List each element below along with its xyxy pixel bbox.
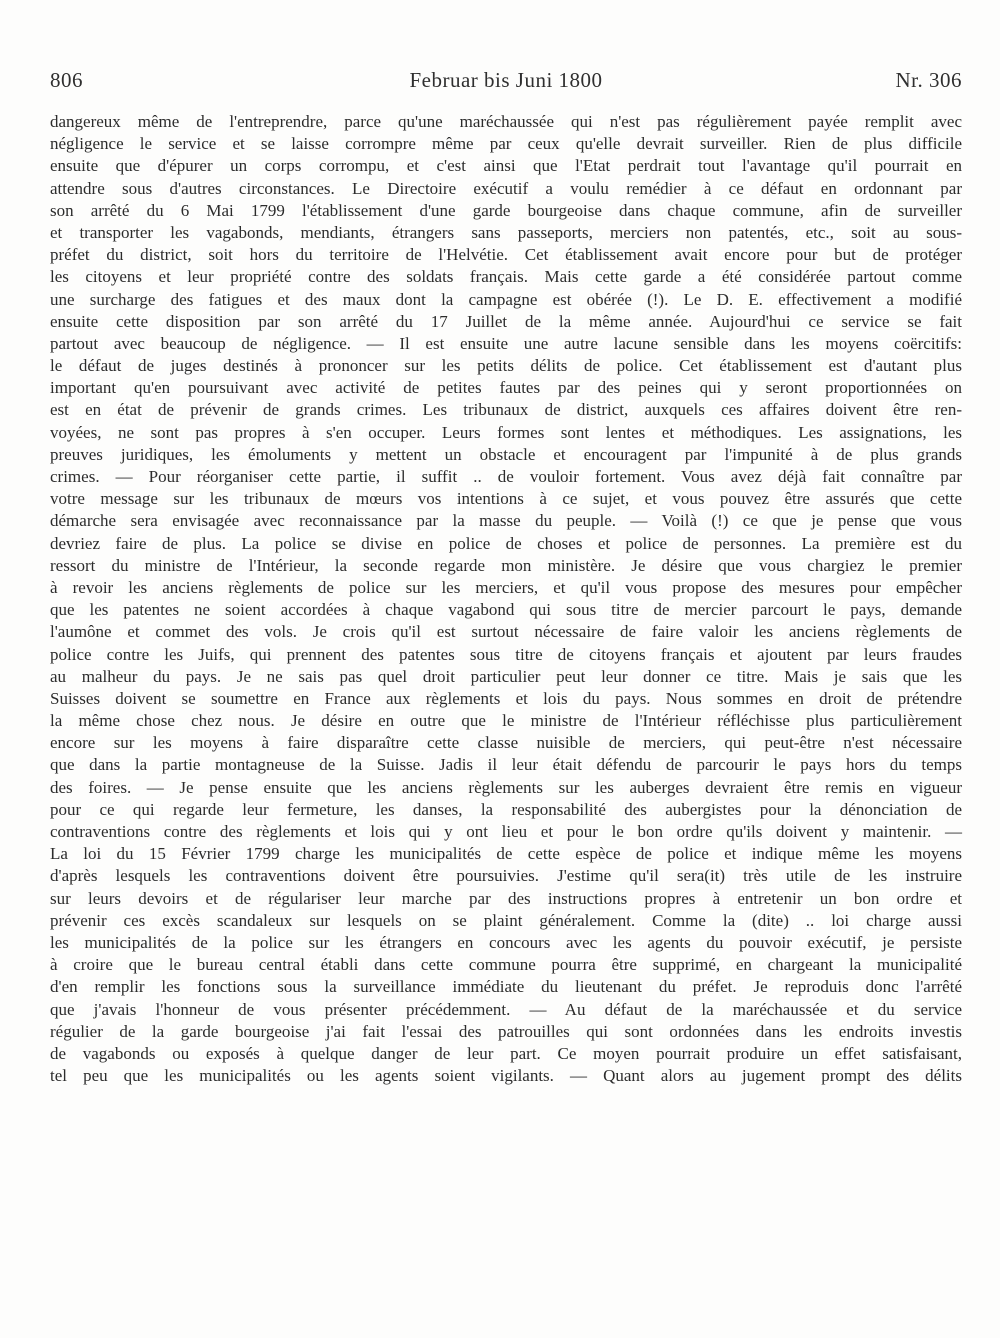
- text-line: la même chose chez nous. Je désire en outre que le ministre de l'Intérieur réfléchisse plus particulièrement: [50, 711, 962, 731]
- text-line: pour ce qui regarde leur fermeture, les danses, la responsabilité des aubergistes pour la dénonciation de: [50, 799, 962, 819]
- text-line: régulier de la garde bourgeoise j'ai fait l'essai des patrouilles qui sont ordonnées dans les endroits investis: [50, 1021, 962, 1041]
- text-line: de vagabonds ou exposés à quelque danger de leur part. Ce moyen pourrait produire un effet satisfaisant,: [50, 1043, 962, 1063]
- body-text: [50, 111, 962, 1087]
- text-line: à croire que le bureau central établi dans cette commune pourra être supprimé, en chargeant la municipalité: [50, 955, 962, 975]
- text-line: d'en remplir les fonctions sous la surveillance immédiate du lieutenant du préfet. Je reproduis donc l'arrêté: [50, 977, 962, 997]
- text-line: police contre les Juifs, qui prennent des patentes sous titre de citoyens français et ajoutent par leurs fraudes: [50, 644, 962, 664]
- text-line: ensuite que d'épurer un corps corrompu, et c'est ainsi que l'Etat perdrait tout l'avantage qu'il pourrait en: [50, 156, 962, 176]
- text-line: et transporter les vagabonds, mendiants, étrangers sans passeports, merciers non patentés, etc., soit au sous-: [50, 222, 962, 242]
- page-number: 806: [50, 68, 83, 92]
- text-line: d'après lesquels les contraventions doivent être poursuivies. J'estime qu'il sera(it) très utile de les instruire: [50, 866, 962, 886]
- text-line: est en état de prévenir de grands crimes. Les tribunaux de district, auxquels ces affaires doivent être ren-: [50, 400, 962, 420]
- text-line: les citoyens et leur propriété contre des soldats français. Mais cette garde a été considérée partout comme: [50, 267, 962, 287]
- text-line: que les patentes ne soient accordées à chaque vagabond qui sous titre de mercier parcourt le pays, demande: [50, 600, 962, 620]
- text-line: sur leurs devoirs et de régulariser leur marche par des instructions propres à entretenir un bon ordre et: [50, 888, 962, 908]
- text-line: négligence le service et se laisse corrompre même par ceux qu'elle devrait surveiller. Rien de plus difficile: [50, 134, 962, 154]
- text-line: que j'avais l'honneur de vous présenter précédemment. — Au défaut de la maréchaussée et du service: [50, 999, 962, 1019]
- text-line: les municipalités de la police sur les étrangers en concours avec les agents du pouvoir exécutif, je persiste: [50, 932, 962, 952]
- text-line: démarche sera envisagée avec reconnaissance par la masse du peuple. — Voilà (!) ce que je pense que vous: [50, 511, 962, 531]
- text-line: partout avec beaucoup de négligence. — Il est ensuite une autre lacune sensible dans les moyens coërcitifs:: [50, 333, 962, 353]
- text-line: Suisses doivent se soumettre en France aux règlements et lois du pays. Nous sommes en droit de prétendre: [50, 688, 962, 708]
- text-line: préfet du district, soit hors du territoire de l'Helvétie. Cet établissement avait encore pour but de protéger: [50, 245, 962, 265]
- text-line: ensuite cette disposition par son arrêté du 17 Juillet de la même année. Aujourd'hui ce service se fait: [50, 311, 962, 331]
- text-line: tel peu que les municipalités ou les agents soient vigilants. — Quant alors au jugement prompt des délits: [50, 1066, 962, 1086]
- text-line: voyées, ne sont pas propres à s'en occuper. Leurs formes sont lentes et méthodiques. Les assignations, les: [50, 422, 962, 442]
- text-line: important qu'en poursuivant avec activité de petites fautes par des peines qui y seront proportionnées on: [50, 378, 962, 398]
- text-line: l'aumône et commet des vols. Je crois qu'il est surtout nécessaire de faire valoir les anciens règlements de: [50, 622, 962, 642]
- document-number: Nr. 306: [895, 68, 962, 92]
- text-line: preuves juridiques, les émoluments y mettent un obstacle et encouragent par l'impunité à de plus grands: [50, 444, 962, 464]
- text-line: attendre sous d'autres circonstances. Le Directoire exécutif a voulu remédier à ce défaut en ordonnant par: [50, 178, 962, 198]
- text-line: que dans la partie montagneuse de la Suisse. Jadis il leur était défendu de parcourir le pays hors du temps: [50, 755, 962, 775]
- running-title: Februar bis Juni 1800: [409, 68, 603, 92]
- text-line: encore sur les moyens à faire disparaître cette classe nuisible de merciers, qui peut-être n'est nécessaire: [50, 733, 962, 753]
- text-line: son arrêté du 6 Mai 1799 l'établissement d'une garde bourgeoise dans chaque commune, afin de surveiller: [50, 200, 962, 220]
- text-line: le défaut de juges destinés à prononcer sur les petits délits de police. Cet établissement est d'autant plus: [50, 356, 962, 376]
- text-line: prévenir ces excès scandaleux sur lesquels on se plaint généralement. Comme la (dite) .. loi charge aussi: [50, 910, 962, 930]
- text-line: des foires. — Je pense ensuite que les anciens règlements sur les auberges devraient être remis en vigueur: [50, 777, 962, 797]
- text-line: crimes. — Pour réorganiser cette partie, il suffit .. de vouloir fortement. Vous avez déjà fait connaître par: [50, 467, 962, 486]
- text-line: ressort du ministre de l'Intérieur, la seconde regarde mon ministère. Je désire que vous chargiez le premier: [50, 555, 962, 575]
- text-line: La loi du 15 Février 1799 charge les municipalités de cette espèce de police et indique même les moyens: [50, 844, 962, 864]
- text-line: dangereux même de l'entreprendre, parce qu'une maréchaussée qui n'est pas régulièrement payée remplit avec: [50, 112, 962, 131]
- text-line: devriez faire de plus. La police se divise en police de choses et police de personnes. La première est du: [50, 533, 962, 553]
- text-line: contraventions contre des règlements et lois qui y ont lieu et pour le bon ordre qu'ils doivent y maintenir. —: [50, 822, 962, 841]
- text-line: au malheur du pays. Je ne sais pas quel droit particulier peut leur donner ce titre. Mais je sais que les: [50, 666, 962, 686]
- running-header: [50, 68, 962, 98]
- text-line: à revoir les anciens règlements de police sur les merciers, et qu'il vous propose des mesures pour empêcher: [50, 577, 962, 597]
- text-line: votre message sur les tribunaux de mœurs vos intentions à ce sujet, et vous pouvez être assurés que cette: [50, 489, 962, 509]
- text-line: une surcharge des fatigues et des maux dont la campagne est obérée (!). Le D. E. effectivement a modifié: [50, 289, 962, 309]
